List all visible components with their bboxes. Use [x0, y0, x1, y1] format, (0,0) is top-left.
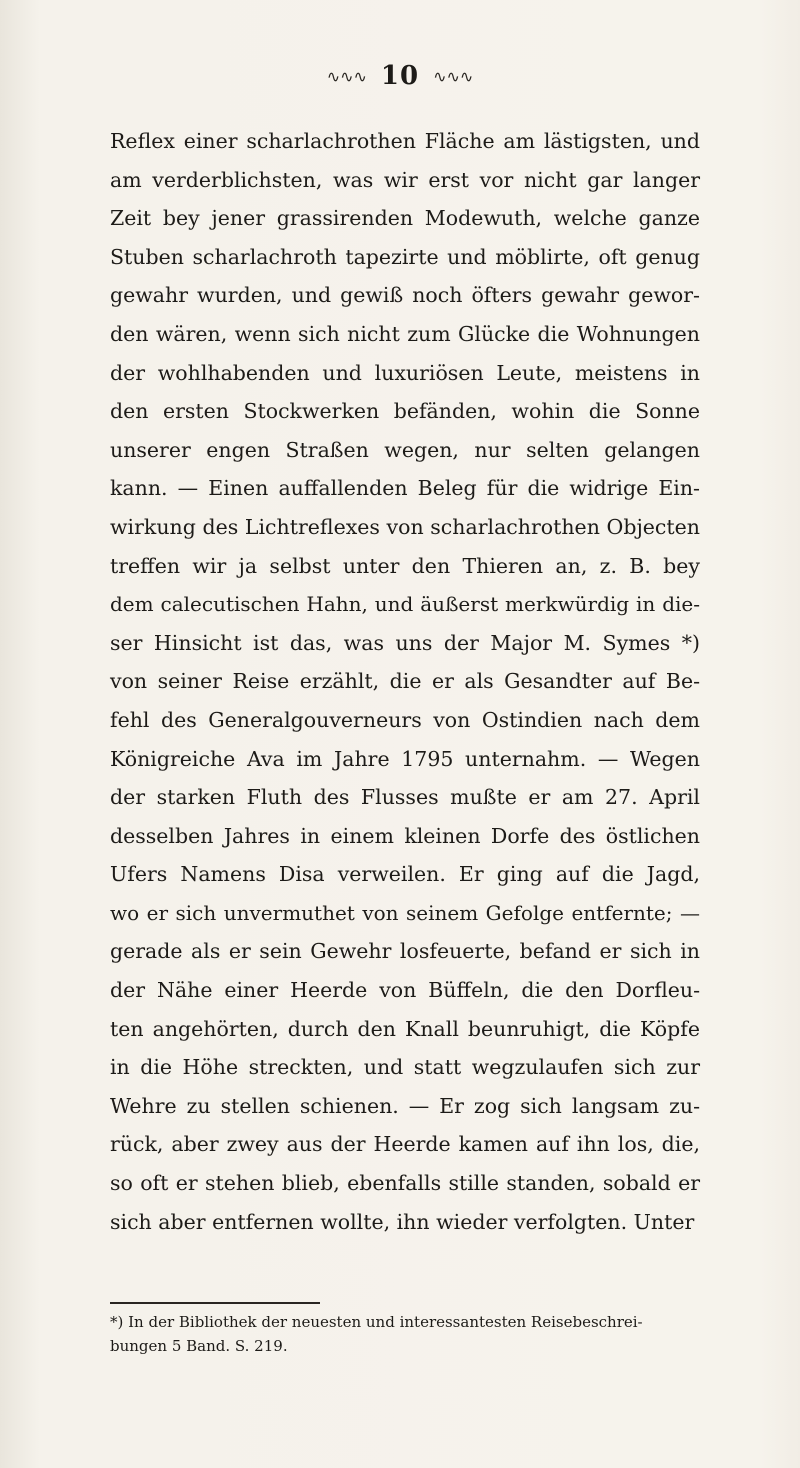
text-line: treffen wir ja selbst unter den Thieren an, z. B. bey: [110, 553, 700, 578]
text-line: Stuben scharlachroth tapezirte und möblirte, oft genug: [110, 244, 700, 269]
body-text: [110, 122, 700, 1241]
header-ornament-left: ∿∿∿: [326, 66, 367, 86]
text-line: rück, aber zwey aus der Heerde kamen auf ihn los, die,: [110, 1132, 700, 1157]
text-line: ten angehörten, durch den Knall beunruhigt, die Köpfe: [110, 1016, 700, 1041]
text-line: den wären, wenn sich nicht zum Glücke die Wohnungen: [110, 321, 700, 346]
page-number: 10: [380, 61, 420, 91]
footnote-line: bungen 5 Band. S. 219.: [110, 1337, 288, 1355]
text-line: wo er sich unvermuthet von seinem Gefolge entfernte; —: [110, 900, 700, 925]
text-line: gerade als er sein Gewehr losfeuerte, befand er sich in: [110, 939, 700, 964]
text-line: so oft er stehen blieb, ebenfalls stille standen, sobald er: [110, 1171, 700, 1196]
text-line: am verderblichsten, was wir erst vor nicht gar langer: [110, 167, 700, 192]
text-line: wirkung des Lichtreflexes von scharlachrothen Objecten: [110, 514, 700, 539]
text-line: sich aber entfernen wollte, ihn wieder verfolgten. Unter: [110, 1209, 695, 1234]
text-line: Zeit bey jener grassirenden Modewuth, welche ganze: [110, 206, 700, 231]
text-line: Wehre zu stellen schienen. — Er zog sich langsam zu-: [110, 1093, 700, 1118]
text-line: der Nähe einer Heerde von Büffeln, die den Dorfleu-: [110, 978, 700, 1003]
text-line: gewahr wurden, und gewiß noch öfters gewahr gewor-: [110, 283, 700, 308]
text-line: dem calecutischen Hahn, und äußerst merkwürdig in die-: [110, 592, 700, 617]
text-line: der starken Fluth des Flusses mußte er am 27. April: [110, 785, 700, 810]
text-line: von seiner Reise erzählt, die er als Gesandter auf Be-: [110, 669, 700, 694]
text-line: unserer engen Straßen wegen, nur selten gelangen: [110, 437, 700, 462]
footnote-rule: [110, 1302, 320, 1304]
text-line: Königreiche Ava im Jahre 1795 unternahm. — Wegen: [110, 746, 700, 771]
text-line: der wohlhabenden und luxuriösen Leute, meistens in: [110, 360, 700, 385]
text-line: kann. — Einen auffallenden Beleg für die widrige Ein-: [110, 476, 700, 501]
footnote: [110, 1310, 700, 1358]
header-ornament-right: ∿∿∿: [433, 66, 474, 86]
page-header: [0, 60, 800, 91]
text-line: Reflex einer scharlachrothen Fläche am lästigsten, und: [110, 129, 700, 153]
footnote-line: *) In der Bibliothek der neuesten und interessantesten Reisebeschrei-: [110, 1313, 643, 1331]
text-line: den ersten Stockwerken befänden, wohin die Sonne: [110, 399, 700, 424]
text-line: in die Höhe streckten, und statt wegzulaufen sich zur: [110, 1055, 700, 1080]
text-line: Ufers Namens Disa verweilen. Er ging auf die Jagd,: [110, 862, 700, 887]
text-line: ser Hinsicht ist das, was uns der Major M. Symes *): [110, 630, 700, 655]
text-line: desselben Jahres in einem kleinen Dorfe des östlichen: [110, 823, 700, 848]
text-line: fehl des Generalgouverneurs von Ostindien nach dem: [110, 707, 700, 732]
